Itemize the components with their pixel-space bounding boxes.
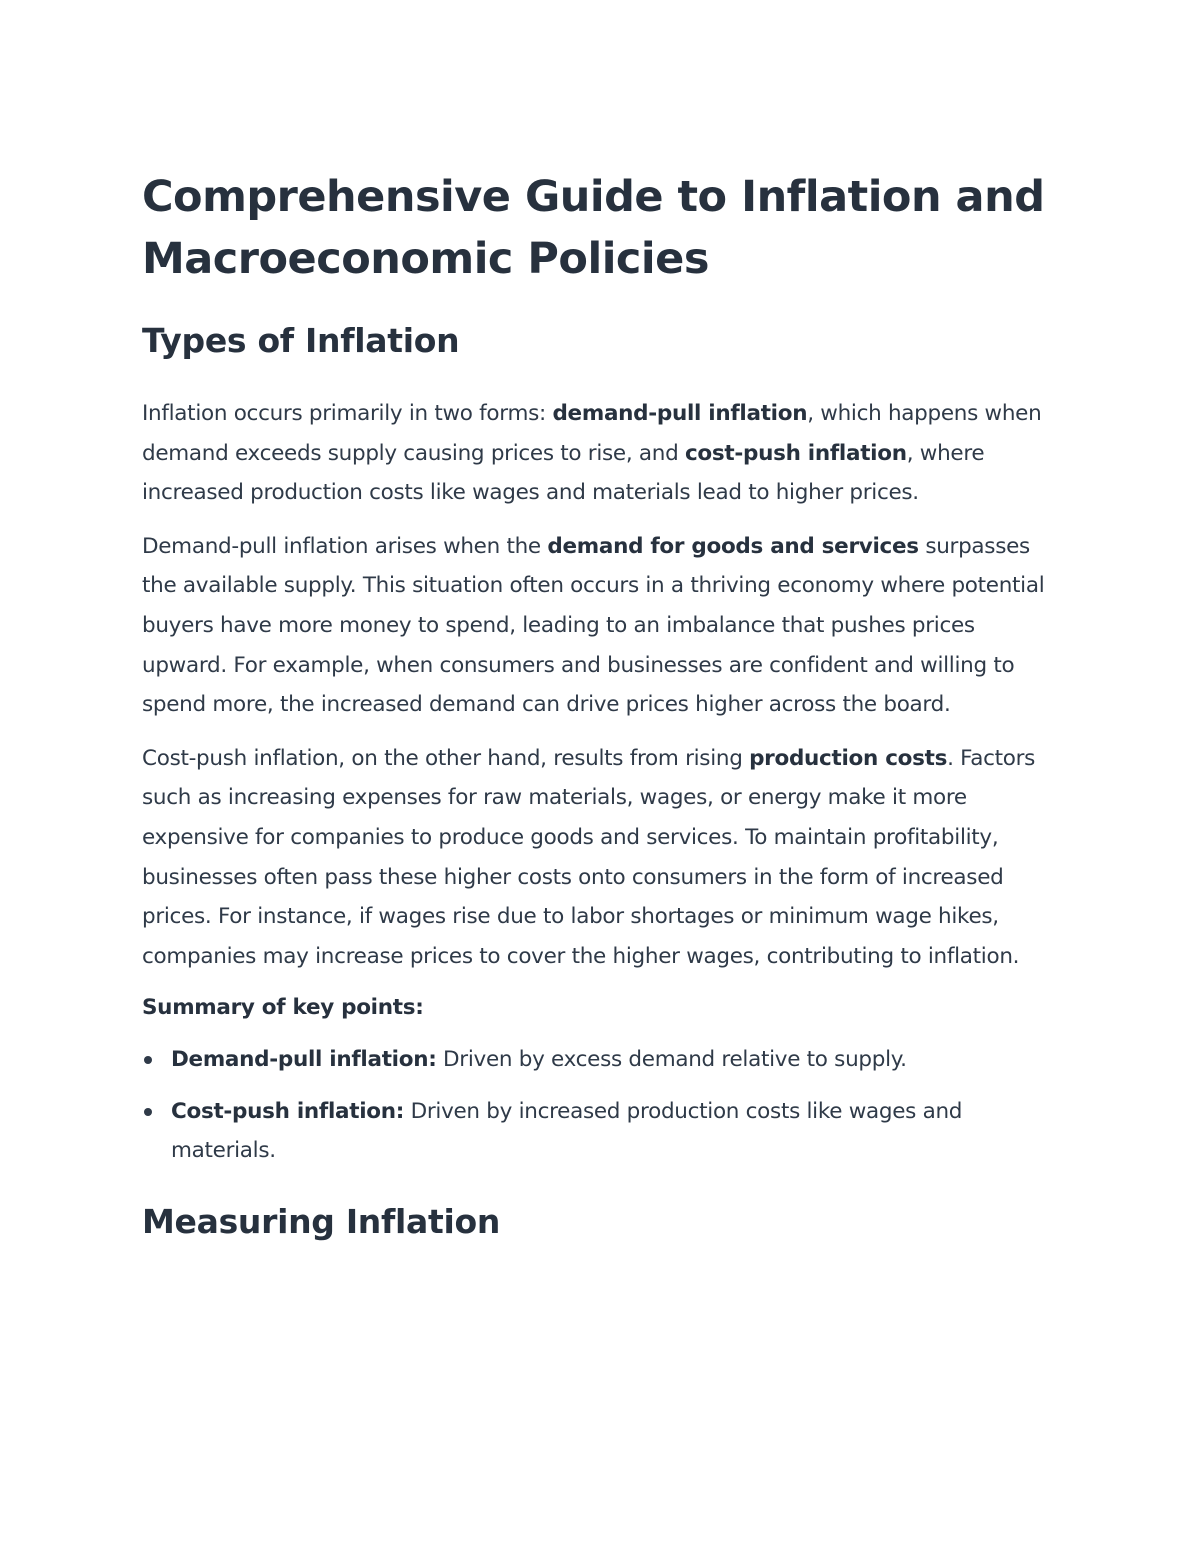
list-item [142,1040,1060,1080]
paragraph-text: . Factors such as increasing expenses for raw materials, wages, or energy make it more expensive for companies to produce goods and services. To maintain profitability, businesses often pass these higher costs onto consumers in the form of increased prices. For instance, if wages rise due to labor shortages or minimum wage hikes, companies may increase prices to cover the higher wages, contributing to inflation. [142,745,1036,969]
paragraph-text: Inflation occurs primarily in two forms: [142,401,553,426]
document-page [142,166,1060,1243]
section-heading-types-of-inflation: Types of Inflation [142,321,460,360]
section-heading-measuring-inflation: Measuring Inflation [142,1201,501,1241]
page-title: Comprehensive Guide to Inflation and Macroeconomic Policies [142,172,1045,284]
term-demand-pull: demand-pull inflation [552,401,808,426]
paragraph-text: , which happens when demand exceeds supply causing prices to rise, and [142,401,1042,466]
summary-list [142,1040,1060,1171]
list-item [142,1092,1060,1171]
paragraph-text: , where increased production costs like wages and materials lead to higher prices. [142,440,985,506]
paragraph-inflation-forms [142,394,1060,513]
paragraph-text: Cost-push inflation, on the other hand, results from rising [142,745,750,771]
paragraph-demand-pull [142,527,1060,725]
bullet-icon [144,1056,152,1064]
list-item-text: Driven by increased production costs like wages and materials. [171,1098,963,1164]
paragraph-text: surpasses the available supply. This situation often occurs in a thriving economy where potential buyers have more money to spend, leading to an imbalance that pushes prices upward. For example, when consumers and businesses are confident and willing to spend more, the increased demand can drive prices higher across the board. [142,533,1045,718]
summary-label-text: Summary of key points: [142,995,424,1021]
term-production-costs: production costs [749,745,948,771]
term-demand-goods-services: demand for goods and services [547,533,919,559]
list-item-term: Demand-pull inflation: [171,1046,437,1072]
list-item-term: Cost-push inflation: [171,1098,405,1124]
bullet-icon [144,1108,152,1116]
term-cost-push: cost-push inflation [684,440,907,466]
list-item-text: Driven by excess demand relative to supply. [436,1046,907,1072]
paragraph-text: Demand-pull inflation arises when the [142,533,548,559]
paragraph-cost-push [142,739,1060,977]
summary-label [142,988,1060,1028]
